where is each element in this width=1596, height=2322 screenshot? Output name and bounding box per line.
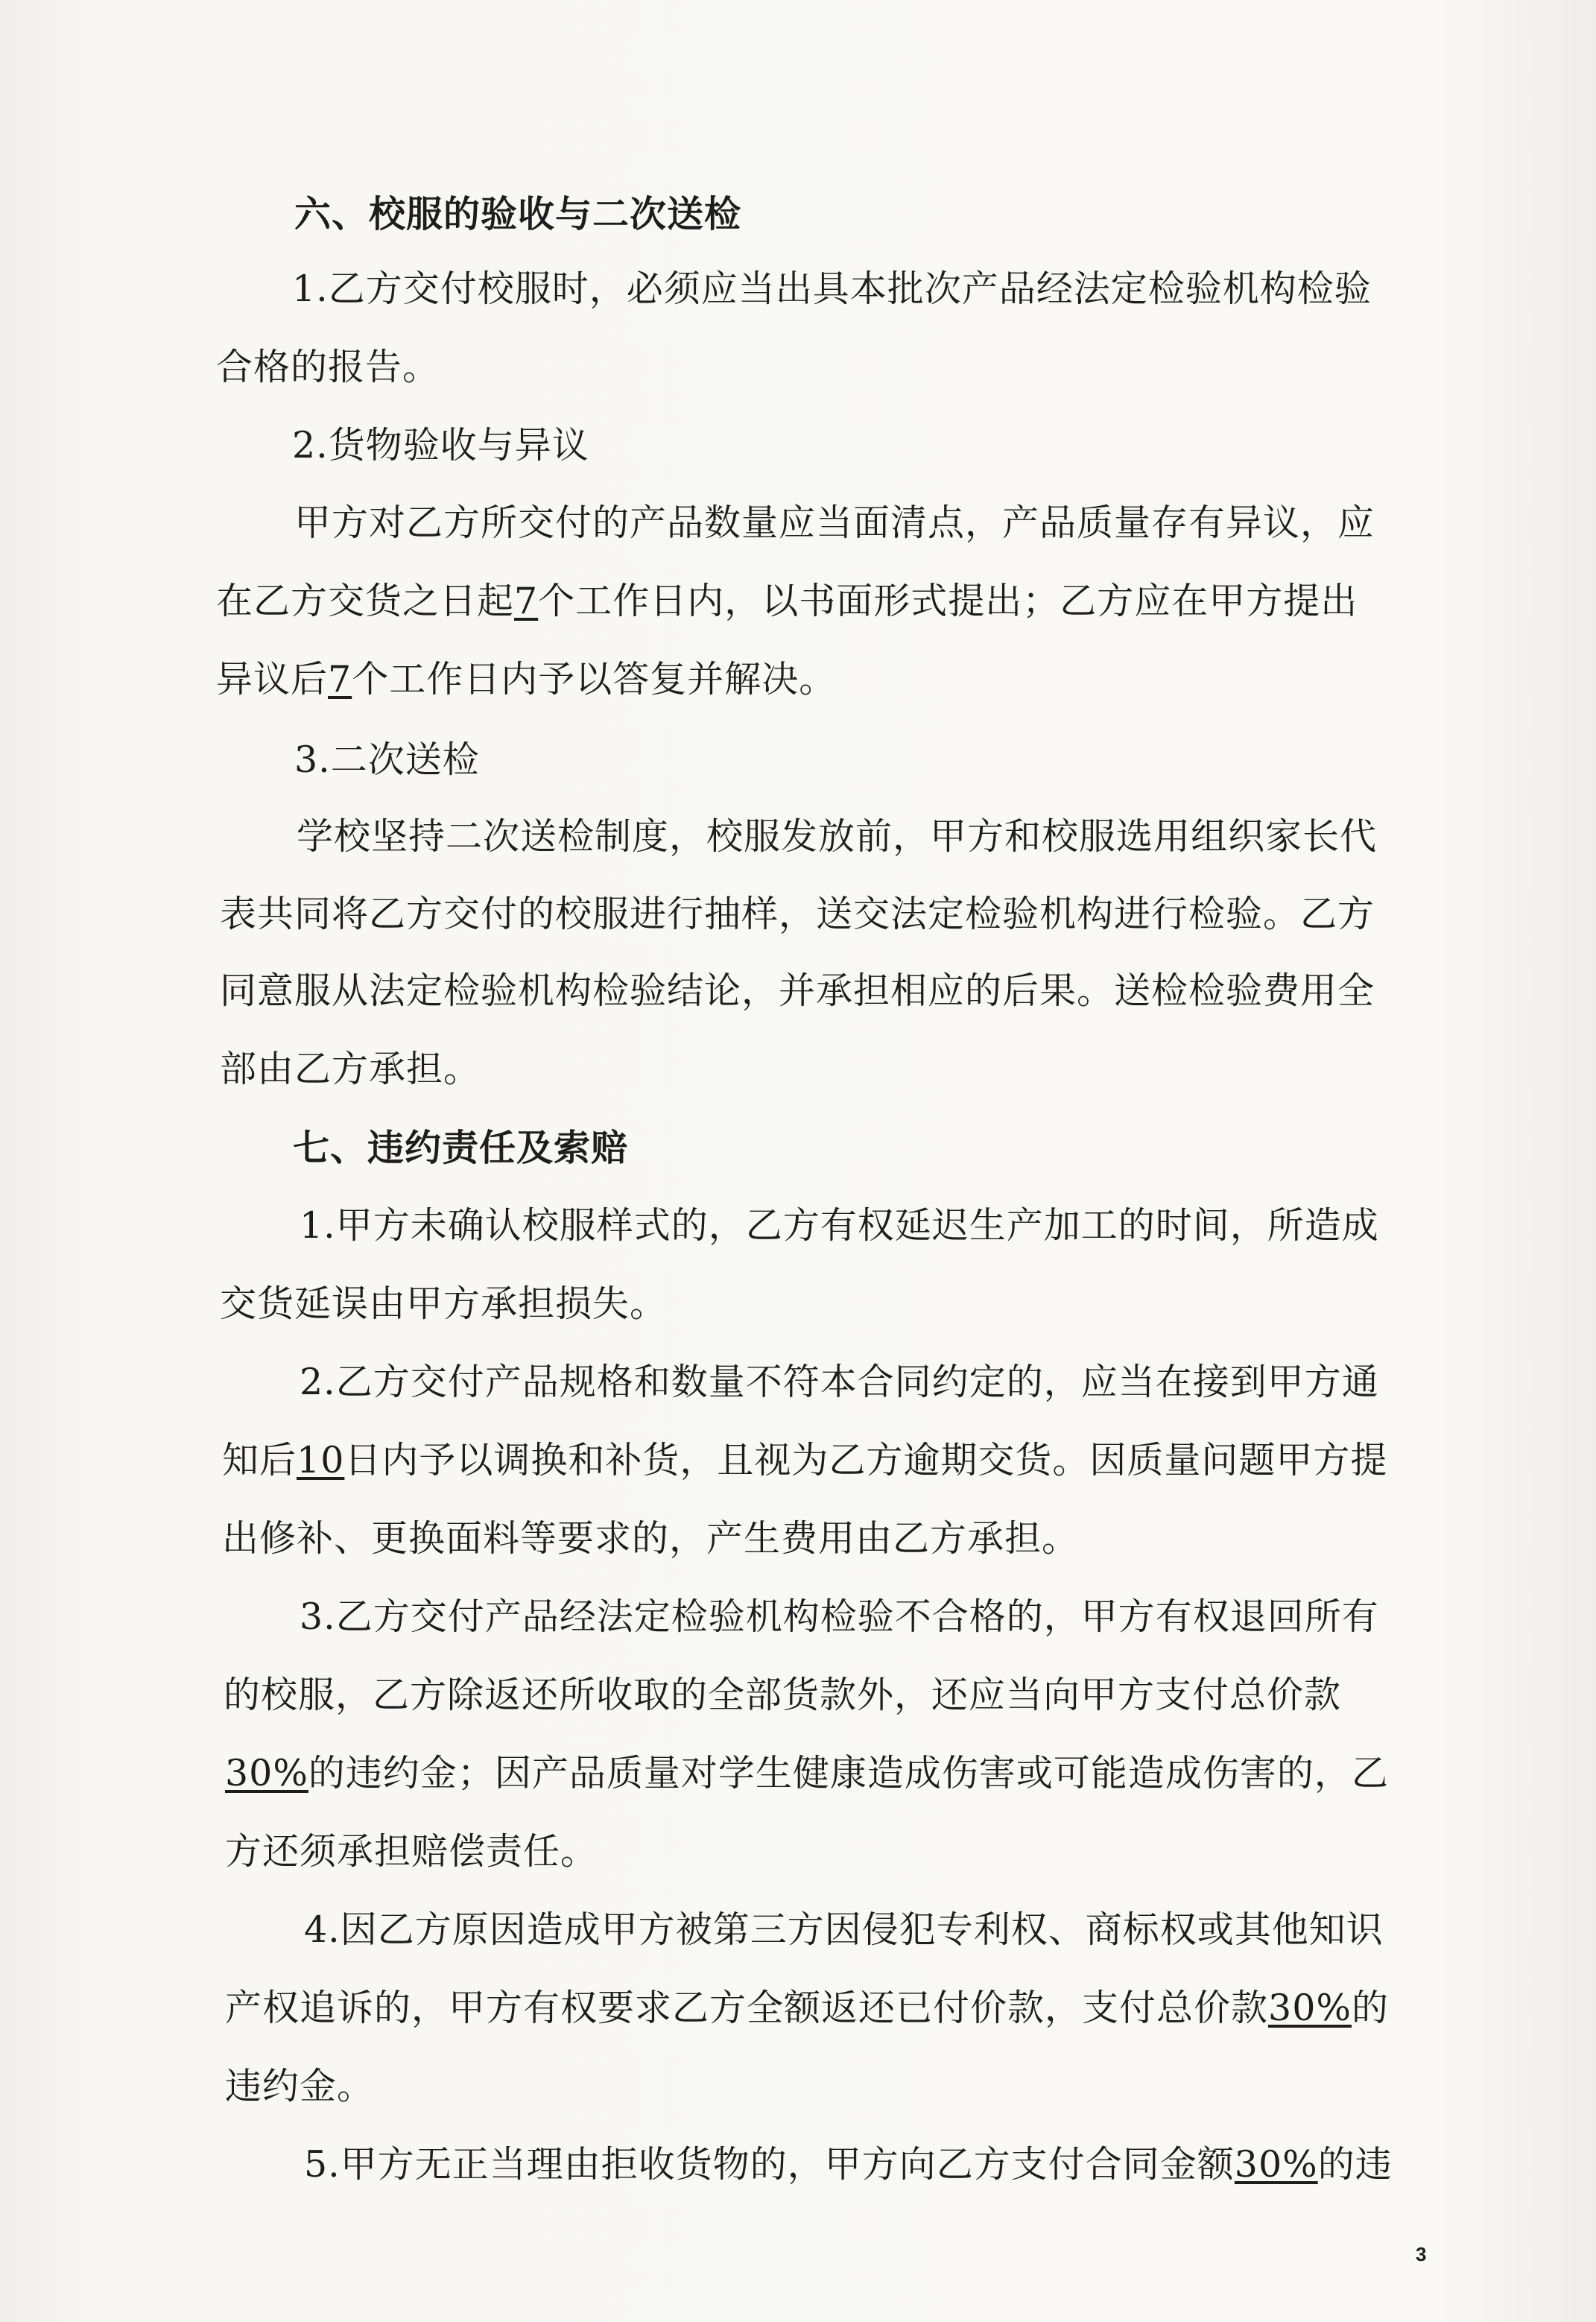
text-segment: 的 — [1351, 1987, 1389, 2029]
text-segment: 异议后 — [216, 658, 329, 700]
section-seven-item4-line3: 违约金。 — [225, 2065, 375, 2107]
text-segment: 的违 — [1317, 2143, 1393, 2186]
section-six-item3-line3: 同意服从法定检验机构检验结论，并承担相应的后果。送检检验费用全 — [220, 969, 1375, 1012]
section-seven-item4-line1: 4.因乙方原因造成甲方被第三方因侵犯专利权、商标权或其他知识 — [304, 1908, 1384, 1951]
section-six-item2-line1: 甲方对乙方所交付的产品数量应当面清点，产品质量存有异议，应 — [294, 502, 1375, 544]
text-segment: 个工作日内，以书面形式提出；乙方应在甲方提出 — [538, 580, 1358, 622]
section-six-item3-line4: 部由乙方承担。 — [220, 1048, 481, 1090]
percent-value: 30% — [1234, 2143, 1318, 2186]
percent-value: 30% — [225, 1752, 308, 1794]
text-segment: 在乙方交货之日起 — [216, 580, 515, 622]
text-segment: 知后 — [222, 1439, 297, 1481]
page-number: 3 — [1416, 2243, 1427, 2265]
section-seven-item3-line4: 方还须承担赔偿责任。 — [225, 1830, 598, 1873]
days-value: 10 — [297, 1439, 345, 1481]
text-segment: 5.甲方无正当理由拒收货物的，甲方向乙方支付合同金额 — [304, 2143, 1235, 2186]
section-seven-item3-line1: 3.乙方交付产品经法定检验机构检验不合格的，甲方有权退回所有 — [300, 1595, 1379, 1638]
text-segment: 产权追诉的，甲方有权要求乙方全额返还已付价款，支付总价款 — [225, 1987, 1269, 2029]
section-seven-item5-line1 — [304, 2142, 1393, 2187]
section-six-heading: 六、校服的验收与二次送检 — [294, 192, 742, 235]
section-six-item3-line2: 表共同将乙方交付的校服进行抽样，送交法定检验机构进行检验。乙方 — [220, 893, 1375, 935]
section-six-item2-line3 — [216, 657, 836, 702]
text-segment: 的违约金；因产品质量对学生健康造成伤害或可能造成伤害的，乙 — [308, 1752, 1389, 1794]
section-seven-item3-line3 — [225, 1751, 1389, 1796]
text-segment: 日内予以调换和补货，且视为乙方逾期交货。因质量问题甲方提 — [344, 1439, 1388, 1481]
percent-value: 30% — [1268, 1987, 1352, 2029]
text-segment: 个工作日内予以答复并解决。 — [352, 658, 837, 700]
section-seven-heading: 七、违约责任及索赔 — [293, 1126, 629, 1169]
section-six-item3-line1: 学校坚持二次送检制度，校服发放前，甲方和校服选用组织家长代 — [297, 815, 1378, 858]
section-seven-item4-line2 — [225, 1986, 1389, 2031]
section-six-item2-title: 2.货物验收与异议 — [292, 424, 589, 466]
section-seven-item2-line2 — [222, 1438, 1387, 1483]
section-six-item2-line2 — [216, 579, 1358, 624]
section-seven-item1-line1: 1.甲方未确认校服样式的，乙方有权延迟生产加工的时间，所造成 — [300, 1204, 1379, 1247]
section-seven-item2-line1: 2.乙方交付产品规格和数量不符本合同约定的，应当在接到甲方通 — [300, 1361, 1379, 1403]
section-seven-item2-line3: 出修补、更换面料等要求的，产生费用由乙方承担。 — [222, 1517, 1080, 1560]
section-six-item1-line1: 1.乙方交付校服时，必须应当出具本批次产品经法定检验机构检验 — [292, 268, 1372, 310]
section-six-item3-title: 3.二次送检 — [294, 738, 480, 781]
section-six-item1-line2: 合格的报告。 — [216, 346, 440, 388]
section-seven-item1-line2: 交货延误由甲方承担损失。 — [220, 1282, 668, 1325]
days-value: 7 — [328, 658, 352, 700]
days-value: 7 — [514, 580, 539, 622]
section-seven-item3-line2: 的校服，乙方除返还所收取的全部货款外，还应当向甲方支付总价款 — [224, 1674, 1342, 1716]
